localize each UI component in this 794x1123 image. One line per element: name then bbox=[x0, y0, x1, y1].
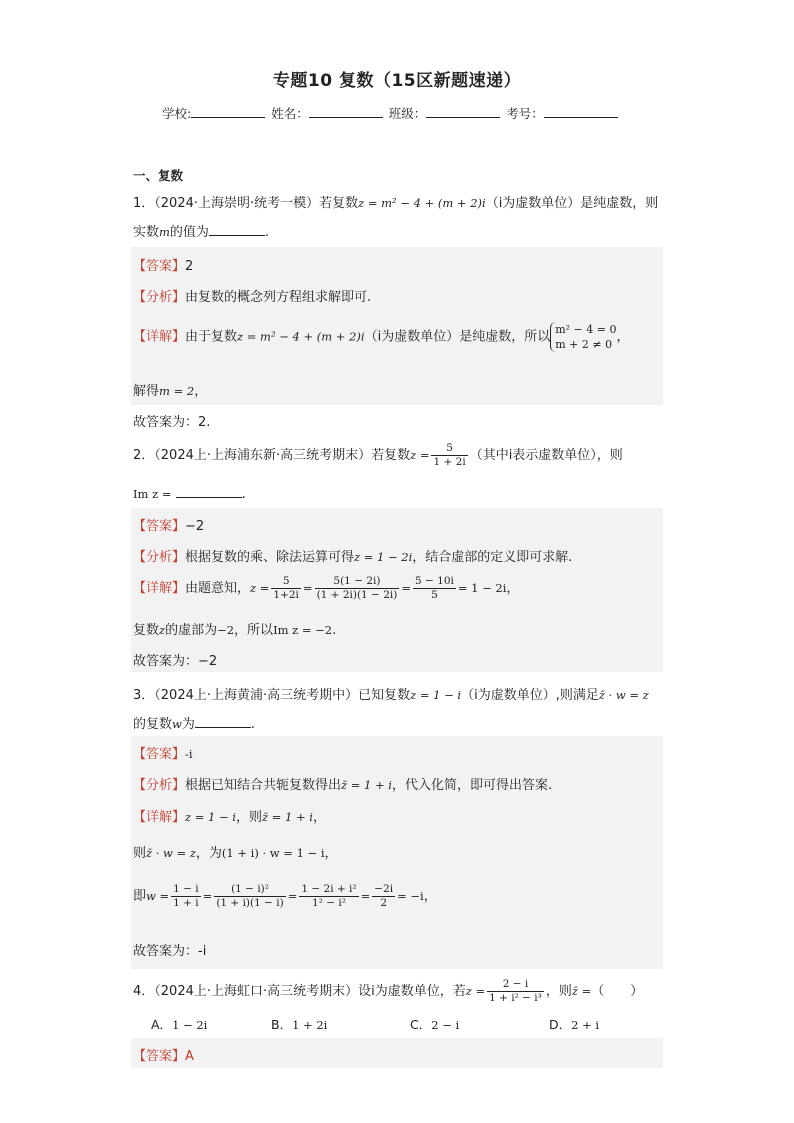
q2-line2: Im z = . bbox=[133, 487, 246, 502]
q3-line1: 3．（2024上·上海黄浦·高三统考期中）已知复数z = 1 − i（i为虚数单位）,则满足z̄ · w = z bbox=[133, 688, 649, 703]
q4-option-c[interactable]: C．2 − i bbox=[410, 1017, 460, 1032]
q2-final: 故答案为：−2 bbox=[133, 654, 218, 669]
q4-fraction: $\frac{2 - i}{\text{1 + i² − i³}}$ bbox=[489, 978, 542, 1004]
q1-answer: 【答案】2 bbox=[133, 259, 194, 274]
q3-detail: 【详解】z = 1 − i，则z̄ = 1 + i， bbox=[133, 810, 326, 825]
q4-solution-box bbox=[131, 1038, 663, 1068]
class-blank[interactable] bbox=[426, 105, 500, 118]
name-blank[interactable] bbox=[309, 105, 383, 118]
q1-detail: 【详解】由于复数z = m² − 4 + (m + 2)i（i为虚数单位）是纯虚数，所以 m² − 4 = 0 m + 2 ≠ 0 ， bbox=[133, 323, 630, 351]
q1-line1: 1．（2024·上海崇明·统考一模）若复数z = m² − 4 + (m + 2)i（i为虚数单位）是纯虚数，则 bbox=[133, 196, 659, 211]
name-label: 姓名： bbox=[271, 106, 309, 121]
section-heading: 一、复数 bbox=[133, 168, 184, 183]
q1-final: 故答案为：2. bbox=[133, 415, 211, 430]
q4-option-b[interactable]: B．1 + 2i bbox=[271, 1017, 328, 1032]
q4-option-d[interactable]: D．2 + i bbox=[549, 1017, 600, 1032]
q2-analysis: 【分析】根据复数的乘、除法运算可得z = 1 − 2i，结合虚部的定义即可求解. bbox=[133, 550, 573, 565]
q3-final: 故答案为：-i bbox=[133, 944, 207, 959]
q1-line2: 实数m的值为 . bbox=[133, 225, 270, 240]
q2-imag: 复数z的虚部为−2，所以Im z = −2. bbox=[133, 623, 337, 638]
q1-equation-system: m² − 4 = 0 m + 2 ≠ 0 bbox=[550, 322, 616, 352]
q2-answer: 【答案】−2 bbox=[133, 519, 205, 534]
q1-solve: 解得m = 2， bbox=[133, 384, 208, 399]
q1-analysis: 【分析】由复数的概念列方程组求解即可. bbox=[133, 290, 372, 305]
q4-answer: 【答案】A bbox=[133, 1049, 194, 1064]
student-info-row bbox=[162, 104, 620, 122]
q2-detail: 【详解】由题意知，z = $\frac{5}{1+2i}$ = $\frac{5(1 - 2i)}{(1 + 2i)(1 - 2i)}$ = $\frac{5 - 10i}{5}$ = 1 − 2i， bbox=[133, 575, 520, 601]
school-label: 学校: bbox=[162, 106, 192, 121]
q3-line2: 的复数w为 . bbox=[133, 717, 256, 732]
q3-step3: 即w = $\frac{1 - i}{1 + i}$ = $\frac{\text{(1 − i)²}}{(1 + i)(1 - i)}$ = $\frac{\text{1 − 2i + i²}}{\text{1² − i²}}$ = $\frac{-2i}{2}$ = −i， bbox=[133, 883, 437, 909]
q2-answer-blank[interactable] bbox=[176, 485, 242, 498]
q3-answer-blank[interactable] bbox=[195, 715, 251, 728]
q4-option-a[interactable]: A．1 − 2i bbox=[151, 1017, 208, 1032]
q2-fraction: $\frac{5}{1 + 2i}$ bbox=[433, 442, 466, 468]
class-label: 班级： bbox=[388, 106, 427, 121]
q3-step2: 则z̄ · w = z，为(1 + i) · w = 1 − i， bbox=[133, 846, 338, 861]
q3-answer: 【答案】-i bbox=[133, 747, 193, 762]
q4-line1: 4．（2024上·上海虹口·高三统考期末）设i为虚数单位，若z = $\frac{2 - i}{\text{1 + i² − i³}}$ ，则z̄ =（ ） bbox=[133, 978, 644, 1004]
q3-analysis: 【分析】根据已知结合共轭复数得出z̄ = 1 + i，代入化简，即可得出答案. bbox=[133, 778, 553, 793]
page-title: 专题10 复数（15区新题速递） bbox=[272, 71, 522, 91]
exam-no-blank[interactable] bbox=[544, 105, 618, 118]
q1-answer-blank[interactable] bbox=[209, 223, 265, 236]
exam-no-label: 考号： bbox=[506, 106, 544, 121]
q2-line1: 2．（2024上·上海浦东新·高三统考期末）若复数z = $\frac{5}{1 + 2i}$ （其中i表示虚数单位），则 bbox=[133, 442, 623, 468]
school-blank[interactable] bbox=[191, 105, 265, 118]
